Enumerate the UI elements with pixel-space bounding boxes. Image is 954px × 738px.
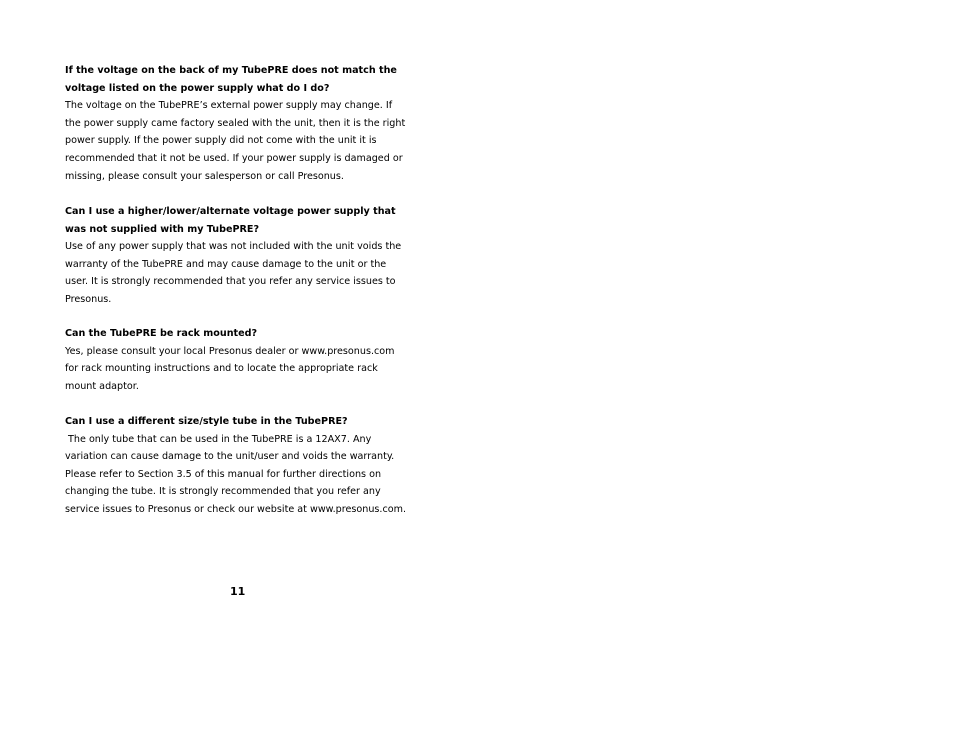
answer-line: the power supply came factory sealed with the unit, then it is the right [65, 117, 406, 129]
faq-answer [65, 97, 425, 185]
page-number: 11 [230, 585, 246, 598]
answer-line: mount adaptor. [65, 380, 139, 392]
answer-line: power supply. If the power supply did not come with the unit it is [65, 135, 377, 147]
answer-line: Use of any power supply that was not included with the unit voids the [65, 241, 402, 253]
question-line: Can the TubePRE be rack mounted? [65, 328, 258, 339]
faq-item-tube-type [65, 413, 425, 519]
answer-line: changing the tube. It is strongly recommended that you refer any [65, 486, 381, 498]
answer-line: missing, please consult your salesperson or call Presonus. [65, 170, 344, 182]
answer-line: user. It is strongly recommended that you refer any service issues to [65, 276, 396, 288]
question-line: was not supplied with my TubePRE? [65, 223, 260, 235]
answer-line: The voltage on the TubePRE’s external power supply may change. If [65, 100, 393, 112]
faq-answer [65, 238, 425, 308]
answer-line: Presonus. [65, 293, 112, 305]
faq-answer [65, 343, 425, 396]
answer-line: The only tube that can be used in the TubePRE is a 12AX7. Any [65, 433, 372, 445]
faq-question [65, 203, 425, 238]
answer-line: service issues to Presonus or check our website at www.presonus.com. [65, 503, 407, 515]
faq-item-rack-mounting [65, 325, 425, 395]
question-line: Can I use a higher/lower/alternate voltage power supply that [65, 206, 396, 217]
question-line: If the voltage on the back of my TubePRE does not match the [65, 65, 397, 76]
faq-question [65, 325, 425, 343]
answer-line: for rack mounting instructions and to locate the appropriate rack [65, 363, 378, 375]
faq-question [65, 62, 425, 97]
faq-item-alternate-power-supply [65, 203, 425, 309]
question-line: voltage listed on the power supply what do I do? [65, 82, 330, 94]
answer-line: recommended that it not be used. If your power supply is damaged or [65, 152, 403, 164]
faq-answer [65, 431, 425, 519]
faq-question [65, 413, 425, 431]
answer-line: warranty of the TubePRE and may cause damage to the unit or the [65, 258, 387, 270]
answer-line: Yes, please consult your local Presonus dealer or www.presonus.com [65, 345, 395, 357]
answer-line: Please refer to Section 3.5 of this manual for further directions on [65, 468, 382, 480]
question-line: Can I use a different size/style tube in the TubePRE? [65, 416, 348, 427]
faq-item-power-voltage-mismatch [65, 62, 425, 185]
answer-line: variation can cause damage to the unit/user and voids the warranty. [65, 451, 395, 463]
